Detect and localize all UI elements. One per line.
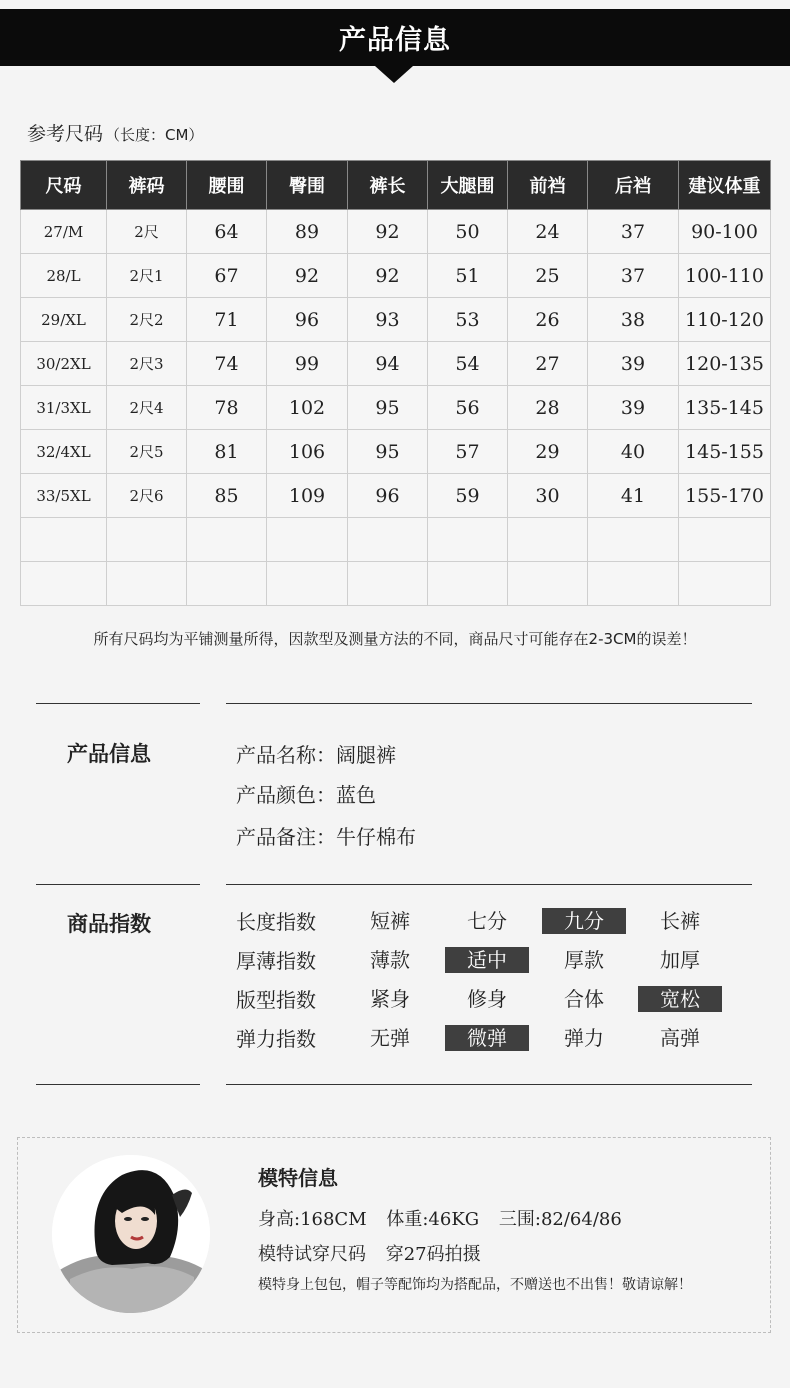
product-info-label: 产品信息 bbox=[67, 742, 151, 766]
table-row bbox=[21, 562, 771, 606]
table-cell: 53 bbox=[428, 298, 508, 342]
model-size-label: 模特试穿尺码 bbox=[258, 1244, 366, 1265]
header-cell: 腰围 bbox=[187, 161, 267, 210]
table-cell: 2尺3 bbox=[107, 342, 187, 386]
table-cell bbox=[508, 562, 588, 606]
divider bbox=[36, 1084, 200, 1085]
table-cell: 102 bbox=[267, 386, 348, 430]
table-cell: 39 bbox=[588, 342, 679, 386]
header-cell: 尺码 bbox=[21, 161, 107, 210]
model-height: 身高:168CM bbox=[258, 1209, 367, 1230]
header-cell: 大腿围 bbox=[428, 161, 508, 210]
index-row-label: 版型指数 bbox=[236, 988, 316, 1012]
model-size-value: 穿27码拍摄 bbox=[385, 1244, 481, 1265]
table-row bbox=[21, 342, 771, 386]
table-cell: 96 bbox=[267, 298, 348, 342]
table-cell: 90-100 bbox=[679, 210, 771, 254]
table-cell: 32/4XL bbox=[21, 430, 107, 474]
table-cell: 37 bbox=[588, 254, 679, 298]
table-cell: 145-155 bbox=[679, 430, 771, 474]
header-cell: 裤长 bbox=[348, 161, 428, 210]
index-row-label: 长度指数 bbox=[236, 910, 316, 934]
model-info-title: 模特信息 bbox=[258, 1166, 338, 1190]
index-option: 薄款 bbox=[370, 948, 410, 972]
table-cell: 41 bbox=[588, 474, 679, 518]
header-cell: 后裆 bbox=[588, 161, 679, 210]
table-cell: 24 bbox=[508, 210, 588, 254]
size-chart-title-text: 参考尺码 bbox=[27, 123, 104, 145]
table-cell: 57 bbox=[428, 430, 508, 474]
table-cell: 2尺1 bbox=[107, 254, 187, 298]
table-cell bbox=[679, 562, 771, 606]
header-cell: 裤码 bbox=[107, 161, 187, 210]
table-cell: 2尺5 bbox=[107, 430, 187, 474]
table-cell: 78 bbox=[187, 386, 267, 430]
table-cell: 30 bbox=[508, 474, 588, 518]
table-cell: 92 bbox=[348, 210, 428, 254]
header-cell: 建议体重 bbox=[679, 161, 771, 210]
table-cell: 67 bbox=[187, 254, 267, 298]
index-option: 高弹 bbox=[660, 1026, 700, 1050]
product-name-value: 阔腿裤 bbox=[336, 743, 396, 767]
table-cell: 2尺6 bbox=[107, 474, 187, 518]
table-cell bbox=[107, 562, 187, 606]
product-index-label: 商品指数 bbox=[67, 912, 151, 936]
table-cell: 74 bbox=[187, 342, 267, 386]
table-row bbox=[21, 474, 771, 518]
table-cell: 50 bbox=[428, 210, 508, 254]
model-weight: 体重:46KG bbox=[386, 1209, 480, 1230]
table-cell bbox=[588, 518, 679, 562]
index-option: 合体 bbox=[564, 987, 604, 1011]
table-cell: 155-170 bbox=[679, 474, 771, 518]
table-cell: 51 bbox=[428, 254, 508, 298]
header-cell: 臀围 bbox=[267, 161, 348, 210]
model-size-row bbox=[258, 1240, 481, 1266]
table-cell: 39 bbox=[588, 386, 679, 430]
size-chart-title bbox=[27, 119, 203, 146]
table-cell: 2尺 bbox=[107, 210, 187, 254]
table-cell: 93 bbox=[348, 298, 428, 342]
table-cell: 2尺2 bbox=[107, 298, 187, 342]
table-cell bbox=[267, 518, 348, 562]
table-cell: 92 bbox=[348, 254, 428, 298]
section-banner bbox=[0, 9, 790, 66]
table-cell: 96 bbox=[348, 474, 428, 518]
table-cell: 71 bbox=[187, 298, 267, 342]
table-cell: 81 bbox=[187, 430, 267, 474]
product-note-row bbox=[236, 821, 416, 850]
size-table-header bbox=[21, 161, 771, 210]
table-cell: 64 bbox=[187, 210, 267, 254]
table-cell: 54 bbox=[428, 342, 508, 386]
table-cell: 29 bbox=[508, 430, 588, 474]
index-row-label: 弹力指数 bbox=[236, 1027, 316, 1051]
divider bbox=[36, 884, 200, 885]
size-table bbox=[20, 160, 771, 606]
product-name-row bbox=[236, 739, 396, 768]
index-option: 加厚 bbox=[660, 948, 700, 972]
table-cell bbox=[428, 562, 508, 606]
table-row bbox=[21, 386, 771, 430]
index-option: 无弹 bbox=[370, 1026, 410, 1050]
model-note: 模特身上包包，帽子等配饰均为搭配品，不赠送也不出售！敬请谅解！ bbox=[258, 1277, 692, 1293]
table-cell: 110-120 bbox=[679, 298, 771, 342]
model-measurements: 三围:82/64/86 bbox=[498, 1209, 622, 1230]
index-option-selected: 微弹 bbox=[445, 1025, 529, 1051]
table-cell: 40 bbox=[588, 430, 679, 474]
index-option: 弹力 bbox=[564, 1026, 604, 1050]
table-row bbox=[21, 254, 771, 298]
product-color-row bbox=[236, 779, 376, 808]
table-cell: 37 bbox=[588, 210, 679, 254]
model-stats-row bbox=[258, 1205, 622, 1231]
table-cell: 27 bbox=[508, 342, 588, 386]
table-row bbox=[21, 210, 771, 254]
divider bbox=[226, 1084, 752, 1085]
index-option: 长裤 bbox=[660, 909, 700, 933]
size-chart-unit: （长度：CM） bbox=[105, 126, 204, 144]
index-row-label: 厚薄指数 bbox=[236, 949, 316, 973]
table-cell bbox=[187, 562, 267, 606]
header-cell: 前裆 bbox=[508, 161, 588, 210]
index-option: 修身 bbox=[467, 987, 507, 1011]
table-cell: 99 bbox=[267, 342, 348, 386]
table-row bbox=[21, 518, 771, 562]
table-cell bbox=[508, 518, 588, 562]
table-cell: 27/M bbox=[21, 210, 107, 254]
table-cell: 92 bbox=[267, 254, 348, 298]
model-avatar bbox=[52, 1155, 210, 1313]
size-note: 所有尺码均为平铺测量所得，因款型及测量方法的不同，商品尺寸可能存在2-3CM的误差！ bbox=[93, 630, 697, 648]
table-cell: 31/3XL bbox=[21, 386, 107, 430]
product-note-value: 牛仔棉布 bbox=[336, 825, 416, 849]
table-cell bbox=[348, 562, 428, 606]
table-cell bbox=[107, 518, 187, 562]
table-cell: 59 bbox=[428, 474, 508, 518]
table-cell bbox=[187, 518, 267, 562]
table-cell bbox=[588, 562, 679, 606]
table-cell bbox=[348, 518, 428, 562]
table-cell: 25 bbox=[508, 254, 588, 298]
table-cell: 89 bbox=[267, 210, 348, 254]
product-color-key: 产品颜色： bbox=[236, 783, 336, 807]
table-row bbox=[21, 298, 771, 342]
table-cell: 28/L bbox=[21, 254, 107, 298]
index-option: 短裤 bbox=[370, 909, 410, 933]
product-note-key: 产品备注： bbox=[236, 825, 336, 849]
table-cell: 30/2XL bbox=[21, 342, 107, 386]
index-option: 厚款 bbox=[564, 948, 604, 972]
table-row bbox=[21, 430, 771, 474]
model-photo-icon bbox=[52, 1155, 210, 1313]
table-cell: 2尺4 bbox=[107, 386, 187, 430]
table-cell bbox=[428, 518, 508, 562]
table-cell: 135-145 bbox=[679, 386, 771, 430]
table-cell bbox=[267, 562, 348, 606]
table-cell: 29/XL bbox=[21, 298, 107, 342]
table-cell: 56 bbox=[428, 386, 508, 430]
index-option-selected: 宽松 bbox=[638, 986, 722, 1012]
divider bbox=[226, 884, 752, 885]
index-option-selected: 适中 bbox=[445, 947, 529, 973]
table-cell bbox=[679, 518, 771, 562]
table-cell: 94 bbox=[348, 342, 428, 386]
index-option: 紧身 bbox=[370, 987, 410, 1011]
table-cell bbox=[21, 562, 107, 606]
table-cell: 109 bbox=[267, 474, 348, 518]
table-cell bbox=[21, 518, 107, 562]
product-color-value: 蓝色 bbox=[336, 783, 376, 807]
table-cell: 38 bbox=[588, 298, 679, 342]
divider bbox=[36, 703, 200, 704]
banner-arrow-icon bbox=[375, 66, 413, 83]
table-cell: 100-110 bbox=[679, 254, 771, 298]
table-cell: 85 bbox=[187, 474, 267, 518]
index-option: 七分 bbox=[467, 909, 507, 933]
divider bbox=[226, 703, 752, 704]
table-cell: 120-135 bbox=[679, 342, 771, 386]
table-cell: 95 bbox=[348, 386, 428, 430]
table-cell: 106 bbox=[267, 430, 348, 474]
index-option-selected: 九分 bbox=[542, 908, 626, 934]
table-cell: 28 bbox=[508, 386, 588, 430]
table-cell: 33/5XL bbox=[21, 474, 107, 518]
table-cell: 26 bbox=[508, 298, 588, 342]
table-cell: 95 bbox=[348, 430, 428, 474]
product-name-key: 产品名称： bbox=[236, 743, 336, 767]
banner-title: 产品信息 bbox=[339, 25, 451, 56]
